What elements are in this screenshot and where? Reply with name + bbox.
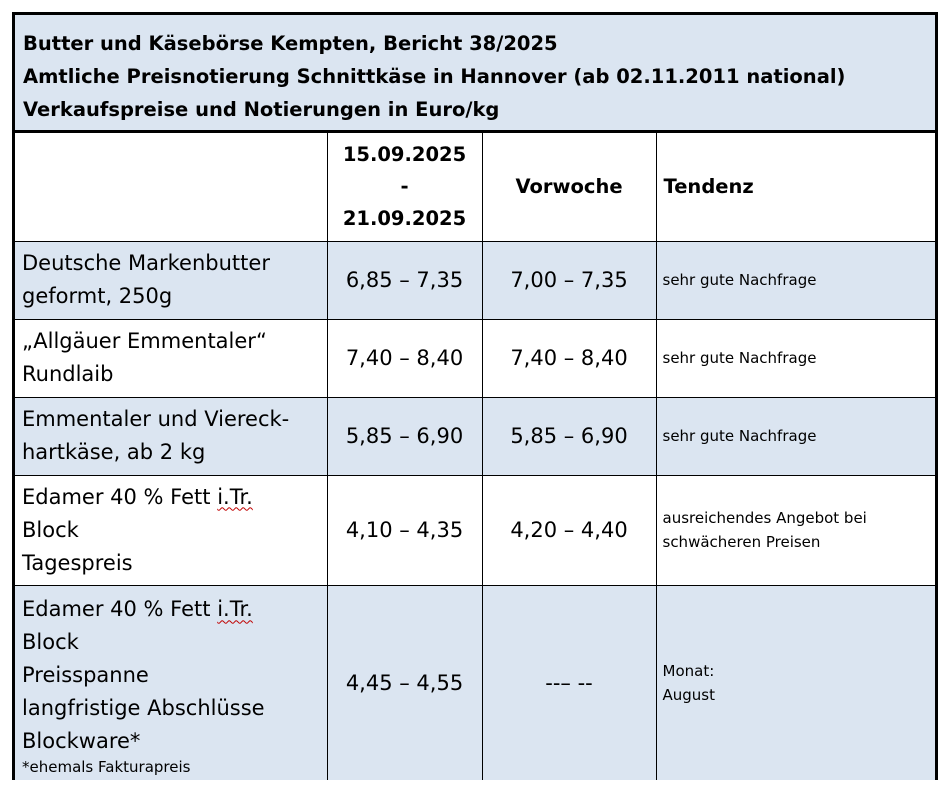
label-prefix: Edamer 40 % Fett (22, 597, 218, 622)
price-table (15, 133, 935, 780)
trend-text (656, 475, 935, 585)
current-price: 4,45 – 4,55 (327, 585, 482, 780)
trend-line: schwächeren Preisen (662, 533, 821, 551)
product-label-line (22, 481, 327, 514)
report-subtitle: Amtliche Preisnotierung Schnittkäse in Hannover (ab 02.11.2011 national) (23, 65, 846, 88)
label-suffix: i.Tr. (217, 597, 253, 622)
product-label-line: Emmentaler und Viereck- (22, 407, 290, 431)
trend-line: sehr gute Nachfrage (662, 349, 817, 367)
table-header-row (15, 133, 935, 241)
product-label-line: langfristige Abschlüsse (22, 696, 265, 721)
product-label-line: Preisspanne (22, 663, 149, 688)
header-cell-period (327, 133, 482, 241)
trend-line: ausreichendes Angebot bei (662, 509, 867, 527)
table-row (15, 475, 935, 585)
trend-text (656, 241, 935, 319)
period-separator: - (400, 174, 409, 198)
period-start: 15.09.2025 (342, 142, 467, 166)
report-header (15, 15, 935, 133)
previous-price: 4,20 – 4,40 (482, 475, 656, 585)
product-label-line: Block (22, 630, 79, 655)
table-row (15, 397, 935, 475)
previous-price: --– -- (482, 585, 656, 780)
previous-price: 5,85 – 6,90 (482, 397, 656, 475)
product-label (15, 475, 327, 585)
table-row (15, 241, 935, 319)
trend-line: sehr gute Nachfrage (662, 271, 817, 289)
trend-text (656, 397, 935, 475)
product-label-line: Rundlaib (22, 362, 114, 386)
report-units: Verkaufspreise und Notierungen in Euro/kg (23, 98, 500, 121)
trend-line: Monat: (662, 661, 715, 680)
product-label-line: hartkäse, ab 2 kg (22, 440, 206, 464)
period-end: 21.09.2025 (342, 206, 467, 230)
header-cell-product (15, 133, 327, 241)
header-cell-trend: Tendenz (656, 133, 935, 241)
product-label-line: Blockware* (22, 729, 141, 754)
product-label-line (22, 593, 327, 626)
product-label (15, 319, 327, 397)
trend-text (656, 319, 935, 397)
label-prefix: Edamer 40 % Fett (22, 484, 218, 509)
current-price: 5,85 – 6,90 (327, 397, 482, 475)
previous-price: 7,40 – 8,40 (482, 319, 656, 397)
current-price: 7,40 – 8,40 (327, 319, 482, 397)
product-footnote: *ehemals Fakturapreis (22, 758, 191, 777)
product-label (15, 397, 327, 475)
product-label-line: geformt, 250g (22, 284, 173, 308)
table-row (15, 319, 935, 397)
label-suffix: i.Tr. (217, 484, 253, 509)
trend-line: August (662, 685, 715, 704)
current-price: 6,85 – 7,35 (327, 241, 482, 319)
report-title: Butter und Käsebörse Kempten, Bericht 38/2025 (23, 32, 558, 55)
product-label (15, 585, 327, 780)
product-label (15, 241, 327, 319)
trend-text (656, 585, 935, 780)
table-row (15, 585, 935, 780)
previous-price: 7,00 – 7,35 (482, 241, 656, 319)
current-price: 4,10 – 4,35 (327, 475, 482, 585)
trend-line: sehr gute Nachfrage (662, 427, 817, 445)
product-label-line: Block (22, 517, 79, 542)
product-label-line: Deutsche Markenbutter (22, 251, 270, 275)
price-report-table-frame (12, 12, 938, 780)
header-cell-previous-week: Vorwoche (482, 133, 656, 241)
product-label-line: „Allgäuer Emmentaler“ (22, 329, 267, 353)
product-label-line: Tagespreis (22, 550, 133, 575)
